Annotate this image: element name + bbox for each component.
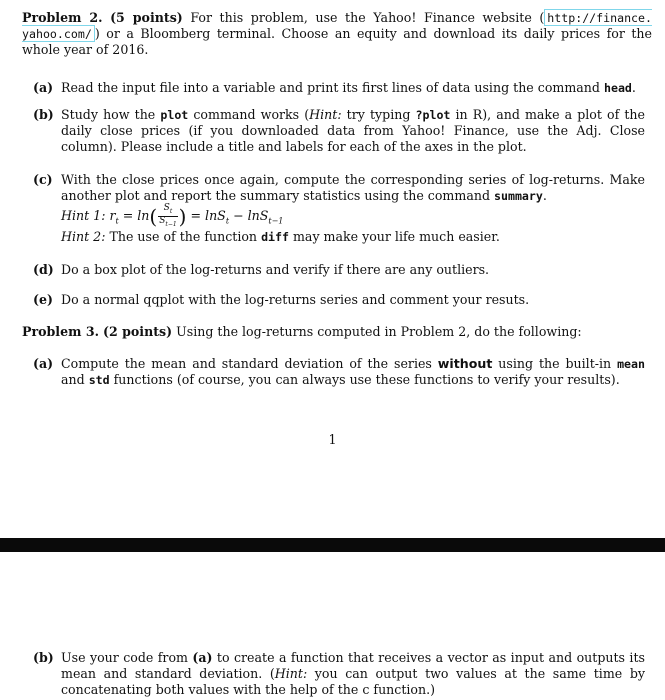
hint-2: Hint 2: The use of the function diff may make your life much easier. [61,229,500,245]
yahoo-finance-link[interactable]: http://finance. yahoo.com/ [22,11,652,41]
problem-3-part-a: (a) Compute the mean and standard deviation of the series without using the built-in mean and std functions (of course, you can always use these functions to verify your results). [33,356,645,387]
plot-command: plot [160,108,189,122]
problem-2-intro-text-2: ) or a Bloomberg terminal. Choose an equity and download its daily prices for the whole year of 2016. [22,26,652,57]
std-command: std [88,373,110,387]
problem-2-intro [22,10,652,58]
problem-2-intro-text: For this problem, use the Yahoo! Finance website ( [190,10,545,25]
problem-2-heading: Problem 2. [22,10,103,25]
problem-3-part-b: (b) Use your code from (a) to create a function that receives a vector as input and outputs its mean and standard deviation. (Hint: you can output two values at the same time by concatenating both values with the help of the c function.) [33,650,645,697]
document-page-2 [0,552,665,700]
problem-2-part-c: (c) With the close prices once again, compute the corresponding series of log-returns. Make another plot and report the summary statistics using the command summary. Hint 1: $r_t = \ln$( $\frac{S_t}{S_{t-1}}$ ) = lnS$_t$ − lnS$_{t-1}$ Hint 2: The use of the function diff may make your life much easier. [33,172,645,245]
summary-command: summary [494,189,543,203]
problem-2-part-e: (e) Do a normal qqplot with the log-returns series and comment your resuts. [33,292,530,307]
head-command: head [603,81,632,95]
hint-1-formula: Hint 1: $r_t = \ln$( $\frac{S_t}{S_{t-1}}$ ) = lnS$_t$ − lnS$_{t-1}$ [61,203,284,229]
problem-3-intro: Problem 3. (2 points) Using the log-returns computed in Problem 2, do the following: [22,324,582,339]
diff-command: diff [261,230,289,245]
help-plot-command: ?plot [415,108,451,122]
log-return-fraction: $\frac{S_t}{S_{t-1}}$ [159,203,177,228]
page-number: 1 [328,432,337,447]
problem-2-part-a: (a) Read the input file into a variable and print its first lines of data using the command head. [33,80,636,95]
problem-2-part-b: (b) Study how the plot command works (Hint: try typing ?plot in R), and make a plot of the daily close prices (if you downloaded data from Yahoo! Finance, use the Adj. Close column). Please include a title and labels for each of the axes in the plot. [33,107,645,154]
problem-2-part-d: (d) Do a box plot of the log-returns and verify if there are any outliers. [33,262,490,277]
mean-command: mean [617,357,645,371]
page-divider [0,538,665,552]
problem-2-points: (5 points) [110,10,183,25]
problem-3-heading: Problem 3. [22,324,99,339]
problem-3-points: (2 points) [102,324,173,339]
